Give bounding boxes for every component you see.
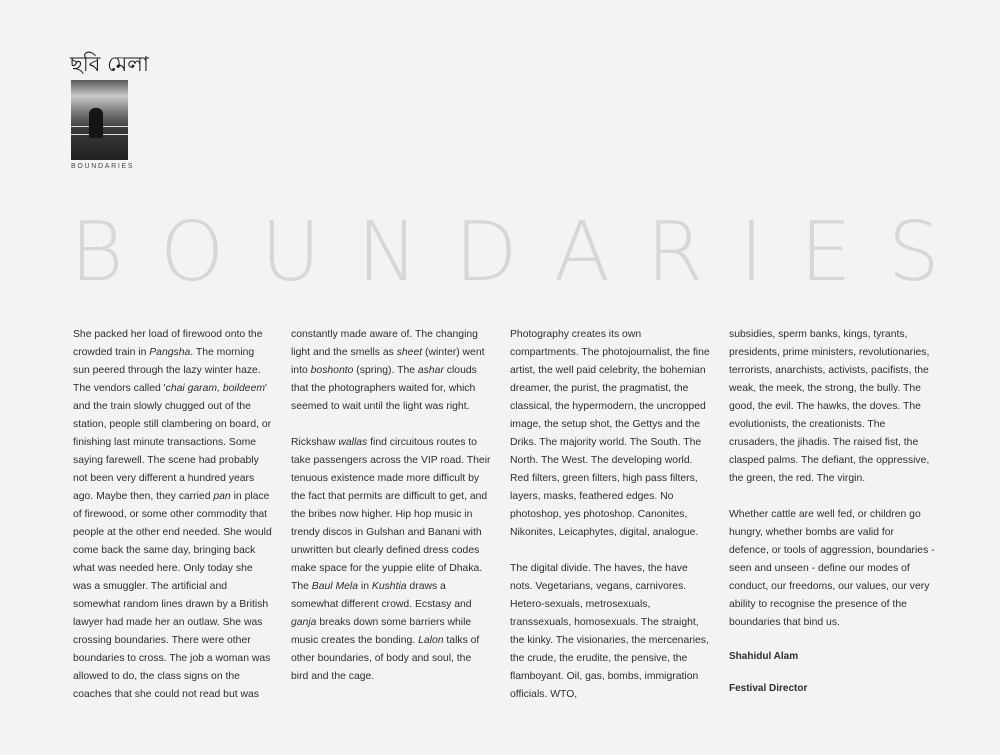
italic-term: pan <box>213 491 231 502</box>
text-run: Photography creates its own compartments. The photojournalist, the fine artist, the well paid celebrity, the bohemian dreamer, the purist, the pragmatist, the classical, the hypermodern, the uncropped image, the setup shot, the Gettys and the Driks. The majority world. The South. The North. The West. The developing world. Red filters, green filters, high pass filters, layers, masks, feathered edges. No photoshop, yes photoshop. Canonites, Nikonites, Leicaphytes, digital, analogue. <box>510 329 710 538</box>
title-letter: E <box>799 205 852 300</box>
italic-term: wallas <box>338 437 368 448</box>
text-run: constantly made aware of. The changing light and the smells as <box>291 329 478 358</box>
italic-term: sheet <box>396 347 423 358</box>
italic-term: boshonto <box>310 365 354 376</box>
title-letter: A <box>553 205 610 300</box>
paragraph <box>291 434 491 686</box>
text-run: Rickshaw <box>291 437 339 448</box>
text-run: in place of firewood, or some other commodity that people at the other end needed. She would come back the same day, bringing back what was needed here. Only today she was a smuggler. The artificial and somewhat random lines drawn by a British lawyer had made her an outlaw. She was crossing boundaries. There were other boundaries to cross. The job a woman was allowed to do, the class signs on the coaches that she could not read but was <box>73 491 272 700</box>
title-letter: R <box>646 205 704 300</box>
text-column-3 <box>510 326 710 722</box>
cover-thumbnail-photo <box>71 80 128 160</box>
text-run: find circuitous routes to take passengers across the VIP road. Their tenuous existence made more difficult by the fact that permits are difficult to get, and the bribes now higher. Hip hop music in trendy discos in Gulshan and Banani with unwritten but clearly defined dress codes make space for the yuppie elite of Dhaka. The <box>291 437 491 592</box>
paragraph <box>510 560 710 704</box>
text-run: breaks down some barriers while music creates the bonding. <box>291 617 472 646</box>
text-run: clouds that the photographers waited for, which seemed to wait until the light was right. <box>291 365 477 412</box>
italic-term: ashar <box>417 365 444 376</box>
paragraph <box>73 326 273 704</box>
title-letter: S <box>887 205 940 300</box>
italic-term: chai garam, boildeem <box>165 383 266 394</box>
title-letter: N <box>356 205 419 300</box>
title-letter: B <box>70 205 124 300</box>
italic-term: Pangsha <box>149 347 191 358</box>
text-run: in <box>358 581 372 592</box>
italic-term: Lalon <box>418 635 444 646</box>
page-title <box>70 205 940 300</box>
italic-term: Baul Mela <box>311 581 359 592</box>
thumbnail-caption: BOUNDARIES <box>71 163 135 170</box>
text-run: talks of other boundaries, of body and soul, the bird and the cage. <box>291 635 480 682</box>
title-letter: I <box>739 205 764 300</box>
text-run: ' and the train slowly chugged out of the station, people still clambering on board, or finishing last minute transactions. Some saying farewell. The scene had probably not been very different a hundred years ago. Maybe then, they carried <box>73 383 272 502</box>
paragraph <box>510 326 710 542</box>
title-letter: D <box>454 205 518 300</box>
text-column-1 <box>73 326 273 722</box>
text-run: subsidies, sperm banks, kings, tyrants, presidents, prime ministers, revolutionaries, terrorists, anarchists, activists, pacifists, the weak, the meek, the strong, the bully. The good, the evil. The hawks, the doves. The evolutionists, the creationists. The crusaders, the jihadis. The raised fist, the clasped palms. The defiant, the oppressive, the green, the red. The virgin. <box>729 329 930 484</box>
signature-name: Shahidul Alam <box>729 651 799 662</box>
italic-term: Kushtia <box>371 581 407 592</box>
paragraph <box>729 326 935 488</box>
title-letter: O <box>159 205 225 300</box>
text-column-2 <box>291 326 491 704</box>
festival-logo: ছবি মেলা <box>70 52 150 76</box>
text-run: She packed her load of firewood onto the crowded train in <box>73 329 263 358</box>
text-run: (spring). The <box>353 365 418 376</box>
title-letter: U <box>260 205 321 300</box>
signature-role: Festival Director <box>729 683 808 694</box>
italic-term: ganja <box>291 617 317 628</box>
text-run: (winter) went into <box>291 347 485 376</box>
paragraph <box>729 506 935 632</box>
text-run: The digital divide. The haves, the have nots. Vegetarians, vegans, carnivores. Hetero-sexuals, metrosexuals, transsexuals, homosexuals. The straight, the kinky. The visionaries, the mercenaries, the crude, the erudite, the pensive, the flamboyant. Oil, gas, bombs, immigration officials. WTO, <box>510 563 709 700</box>
paragraph <box>291 326 491 416</box>
text-run: . The morning sun peered through the lazy winter haze. The vendors called ' <box>73 347 261 394</box>
text-column-4 <box>729 326 935 714</box>
text-run: draws a somewhat different crowd. Ecstasy and <box>291 581 472 610</box>
text-run: Whether cattle are well fed, or children go hungry, whether bombs are valid for defence, or tools of aggression, boundaries - seen and unseen - define our modes of conduct, our freedoms, our values, our very ability to recognise the presence of the boundaries that bind us. <box>729 509 935 628</box>
